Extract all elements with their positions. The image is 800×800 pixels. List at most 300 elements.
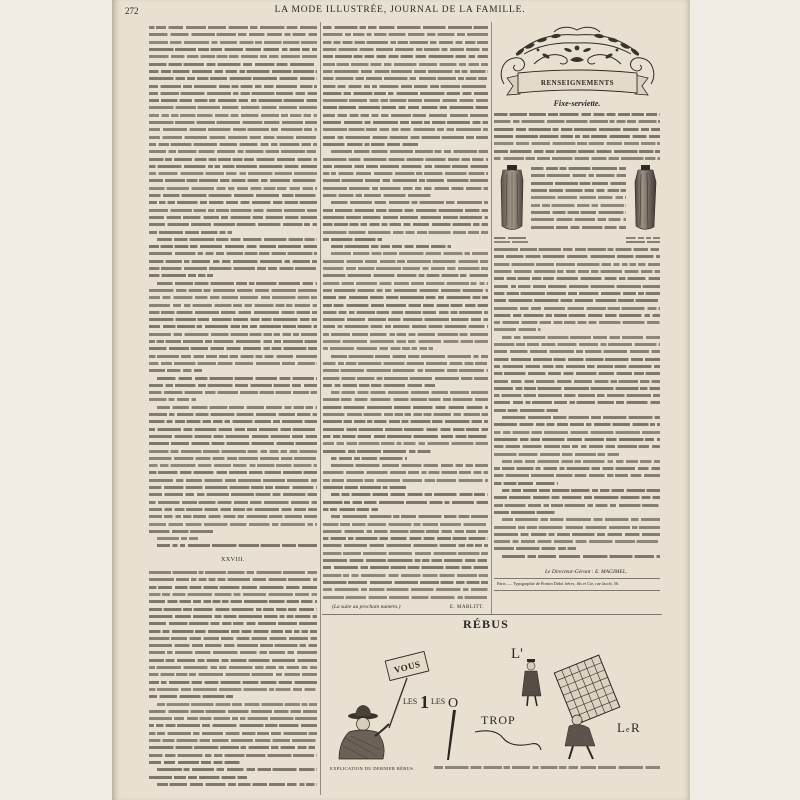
text-line <box>494 277 660 280</box>
text-line <box>494 343 660 346</box>
text-line <box>502 460 660 463</box>
text-line <box>626 237 660 239</box>
text-line <box>149 681 317 684</box>
text-line <box>323 114 488 117</box>
text-line <box>323 530 488 533</box>
head <box>572 715 582 725</box>
text-line <box>331 355 488 358</box>
author-signature: E. MARLITT. <box>449 604 484 610</box>
text-line <box>494 241 528 243</box>
text-line <box>494 540 660 543</box>
text-line <box>157 238 317 241</box>
rebus-title: RÉBUS <box>462 617 509 631</box>
text-line <box>323 26 488 29</box>
body-text-right-intro <box>494 111 660 163</box>
leaf <box>551 33 561 38</box>
text-line <box>323 267 488 270</box>
text-line <box>494 150 660 153</box>
text-line <box>323 566 488 569</box>
text-line <box>494 467 660 470</box>
text-line <box>494 255 660 258</box>
rebus-illustration <box>325 632 662 762</box>
text-line <box>323 63 488 66</box>
coat <box>522 671 541 696</box>
text-line <box>323 508 378 511</box>
text-line <box>626 241 660 243</box>
text-line <box>149 586 317 589</box>
text-line <box>494 511 555 514</box>
text-line <box>149 666 317 669</box>
text-line <box>331 457 407 460</box>
renseignements-banner <box>494 24 661 96</box>
text-line <box>323 77 488 80</box>
text-line <box>323 289 488 292</box>
text-line <box>149 136 317 139</box>
text-line <box>149 622 317 625</box>
text-line <box>323 260 488 263</box>
text-line <box>323 304 488 307</box>
standing-figure <box>522 659 541 706</box>
text-line <box>502 336 660 339</box>
ornament-bird <box>570 57 584 62</box>
text-line <box>149 41 317 44</box>
text-line <box>149 651 317 654</box>
text-line <box>323 420 488 423</box>
text-line <box>323 296 488 299</box>
text-line <box>494 394 660 397</box>
text-line <box>149 398 196 401</box>
text-line <box>149 673 317 676</box>
text-line <box>434 766 660 769</box>
text-line <box>149 710 317 713</box>
text-line <box>149 179 317 182</box>
text-line <box>149 252 317 255</box>
text-line <box>157 377 317 380</box>
text-line <box>149 77 317 80</box>
text-line <box>494 285 660 288</box>
text-line <box>494 120 660 123</box>
text-line <box>494 135 660 138</box>
text-line <box>149 435 317 438</box>
hat-crown <box>355 705 371 716</box>
text-line <box>494 358 660 361</box>
text-line <box>157 783 317 786</box>
text-line <box>149 172 317 175</box>
legs <box>527 696 537 706</box>
text-line <box>323 85 488 88</box>
text-line <box>502 489 660 492</box>
text-line <box>323 70 488 73</box>
leaf <box>583 47 592 53</box>
text-line <box>149 158 317 161</box>
text-line <box>323 559 488 562</box>
rebus-spike <box>447 710 456 760</box>
text-line <box>149 442 317 445</box>
berry <box>575 46 580 51</box>
text-line <box>494 328 541 331</box>
rebus-explanation-text <box>434 764 660 772</box>
text-line <box>149 523 317 526</box>
text-line <box>531 196 626 199</box>
text-line <box>531 218 626 221</box>
text-line <box>149 245 317 248</box>
text-line <box>149 26 317 29</box>
text-line <box>331 464 488 467</box>
page-number: 272 <box>125 6 139 16</box>
text-line <box>149 260 317 263</box>
lattice-crate <box>554 655 619 725</box>
text-line <box>149 333 317 336</box>
text-line <box>502 518 660 521</box>
text-line <box>323 106 488 109</box>
text-line <box>149 165 317 168</box>
text-line <box>149 201 317 204</box>
text-line <box>323 347 433 350</box>
text-line <box>331 515 488 518</box>
text-line <box>331 245 451 248</box>
text-line <box>531 211 626 214</box>
leaf <box>605 53 614 60</box>
text-line <box>323 413 488 416</box>
text-line <box>494 365 660 368</box>
text-line <box>494 474 660 477</box>
text-line <box>149 413 317 416</box>
text-line <box>323 377 488 380</box>
text-line <box>323 209 488 212</box>
text-line <box>149 471 317 474</box>
text-line <box>157 406 317 409</box>
text-line <box>323 486 406 489</box>
text-line <box>149 92 317 95</box>
text-line <box>494 248 660 251</box>
text-line <box>323 128 488 131</box>
text-line <box>149 515 317 518</box>
text-line <box>149 48 317 51</box>
text-line <box>149 493 317 496</box>
masthead-title: LA MODE ILLUSTRÉE, JOURNAL DE LA FAMILLE. <box>274 5 526 15</box>
legs <box>569 746 593 759</box>
body-text-right-main <box>494 246 660 567</box>
text-line <box>149 508 317 511</box>
text-line <box>323 231 488 234</box>
rebus-letter-o: O <box>448 696 459 711</box>
text-line <box>149 571 317 574</box>
text-line <box>149 428 317 431</box>
text-line <box>323 238 382 241</box>
text-line <box>494 314 660 317</box>
coat <box>565 724 595 746</box>
text-line <box>323 223 488 226</box>
text-line <box>149 99 317 102</box>
text-line <box>149 209 317 212</box>
text-line <box>323 92 488 95</box>
text-line <box>323 523 488 526</box>
leaf <box>564 47 573 53</box>
text-line <box>157 537 198 540</box>
text-line <box>531 189 626 192</box>
text-line <box>149 128 317 131</box>
text-line <box>149 311 317 314</box>
section-rule <box>494 590 660 591</box>
text-line <box>149 106 317 109</box>
text-line <box>323 428 488 431</box>
text-line <box>149 530 213 533</box>
rebus-l-apostrophe: L' <box>511 646 523 662</box>
text-line <box>149 325 317 328</box>
text-line <box>323 158 488 161</box>
text-line <box>323 596 488 599</box>
text-line <box>149 593 317 596</box>
text-line <box>149 143 317 146</box>
text-line <box>323 325 488 328</box>
continuation-note: (La suite au prochain numéro.) <box>332 604 401 610</box>
text-line <box>149 754 317 757</box>
text-line <box>494 270 660 273</box>
text-line <box>149 578 317 581</box>
text-line <box>323 384 435 387</box>
text-line <box>494 533 660 536</box>
text-line <box>323 165 488 168</box>
text-line <box>494 372 660 375</box>
hat <box>527 659 535 662</box>
napkin-side-illustration <box>629 164 661 234</box>
text-line <box>149 608 317 611</box>
napkin <box>635 170 656 229</box>
napkin-front-illustration <box>496 164 528 234</box>
text-line <box>149 644 317 647</box>
text-line <box>494 128 660 131</box>
text-line <box>502 416 660 419</box>
text-line <box>149 600 317 603</box>
text-line <box>494 157 660 160</box>
text-line <box>323 311 488 314</box>
text-line <box>323 216 488 219</box>
text-line <box>494 431 660 434</box>
text-line <box>323 471 488 474</box>
text-line <box>494 409 558 412</box>
text-line <box>494 237 528 239</box>
text-line <box>149 695 233 698</box>
text-line <box>149 296 317 299</box>
text-line <box>157 544 317 547</box>
body-text-left-lower <box>149 569 317 793</box>
text-line <box>323 406 488 409</box>
text-line <box>323 479 488 482</box>
head <box>357 718 370 731</box>
text-line <box>323 318 488 321</box>
text-line <box>323 179 488 182</box>
text-line <box>531 204 626 207</box>
text-line <box>323 187 488 190</box>
text-line <box>149 501 317 504</box>
printer-imprint: Paris. — Typographie de Firmin Didot frères, fils et Cie, rue Jacob, 56. <box>497 581 620 586</box>
text-line <box>149 70 317 73</box>
text-line <box>494 321 660 324</box>
text-line <box>323 574 488 577</box>
text-line <box>323 55 488 58</box>
rebus-word-les-2: LES <box>431 697 446 706</box>
berry <box>537 49 540 52</box>
text-line <box>494 263 660 266</box>
banner-foliage <box>515 33 640 62</box>
column-rule <box>491 22 492 614</box>
text-line <box>157 703 317 706</box>
leaf <box>542 53 551 60</box>
leaf <box>594 33 604 38</box>
text-line <box>494 482 558 485</box>
text-line <box>494 350 660 353</box>
text-line <box>157 282 317 285</box>
text-line <box>149 231 232 234</box>
text-line <box>149 739 317 742</box>
text-line <box>323 99 488 102</box>
text-line <box>323 340 488 343</box>
text-line <box>323 537 488 540</box>
text-line <box>494 547 576 550</box>
text-line <box>323 369 488 372</box>
text-line <box>323 552 488 555</box>
text-line <box>149 55 317 58</box>
text-line <box>149 746 317 749</box>
text-line <box>149 637 317 640</box>
text-line <box>494 526 660 529</box>
text-line <box>149 659 317 662</box>
text-line <box>331 150 488 153</box>
text-line <box>494 292 660 295</box>
text-line <box>331 201 488 204</box>
text-line <box>149 289 317 292</box>
rebus-digit-one: 1 <box>420 692 429 712</box>
text-line <box>331 252 488 255</box>
chapter-number: XXVIII. <box>221 557 245 563</box>
porter-figure <box>554 655 619 759</box>
text-line <box>494 423 660 426</box>
text-line <box>494 453 620 456</box>
text-line <box>149 85 317 88</box>
text-line <box>149 223 317 226</box>
text-line <box>149 615 317 618</box>
text-line <box>149 33 317 36</box>
text-line <box>323 450 431 453</box>
napkin-clip <box>641 165 650 170</box>
napkin-clip <box>507 165 517 170</box>
rebus-word-les-1: LES <box>403 697 418 706</box>
text-line <box>149 776 247 779</box>
text-line <box>149 457 317 460</box>
text-line <box>149 347 317 350</box>
sign-text: VOUS <box>393 658 422 676</box>
text-line <box>323 282 488 285</box>
text-line <box>149 267 317 270</box>
rebus-word-trop: TROP <box>481 713 516 727</box>
text-line <box>149 216 317 219</box>
text-line <box>149 724 317 727</box>
text-line <box>323 172 488 175</box>
arm <box>375 724 389 736</box>
text-line <box>149 194 317 197</box>
text-line <box>149 150 317 153</box>
rebus-rule <box>322 614 662 615</box>
text-line <box>149 114 317 117</box>
text-line <box>323 442 488 445</box>
text-line <box>494 387 660 390</box>
figure-caption-right <box>626 236 660 245</box>
text-line <box>323 544 488 547</box>
text-line <box>149 464 317 467</box>
text-line <box>502 555 660 558</box>
rebus-explanation-label: EXPLICATION DU DERNIER RÉBUS. <box>330 766 415 771</box>
body-text-left-upper <box>149 24 317 556</box>
vous-sign <box>385 651 429 680</box>
text-line <box>149 450 317 453</box>
text-line <box>149 121 317 124</box>
text-line <box>149 420 317 423</box>
leaf <box>630 47 640 56</box>
text-line <box>149 717 317 720</box>
text-line <box>323 41 488 44</box>
text-line <box>149 362 317 365</box>
text-line <box>323 398 488 401</box>
text-line <box>494 445 660 448</box>
text-line <box>149 369 202 372</box>
section-subheading: Fixe-serviette. <box>553 99 601 108</box>
text-line <box>149 340 317 343</box>
text-line <box>531 174 626 177</box>
text-line <box>531 226 626 229</box>
body-text-right-figure <box>531 165 626 231</box>
text-line <box>149 732 317 735</box>
text-line <box>323 48 488 51</box>
section-rule <box>494 578 660 579</box>
rebus-letter-r: R <box>631 720 640 735</box>
text-line <box>494 113 660 116</box>
text-line <box>323 333 488 336</box>
text-line <box>494 496 660 499</box>
text-line <box>494 142 660 145</box>
text-line <box>323 194 432 197</box>
text-line <box>323 136 488 139</box>
berry <box>616 49 619 52</box>
rebus-letter-e: e <box>626 725 630 734</box>
crouching-figure <box>339 705 389 759</box>
text-line <box>494 299 660 302</box>
rebus-squiggle <box>475 731 541 750</box>
text-line <box>494 307 660 310</box>
column-rule <box>320 22 321 795</box>
text-line <box>331 391 488 394</box>
text-line <box>149 63 317 66</box>
text-line <box>149 355 317 358</box>
text-line <box>494 438 660 441</box>
text-line <box>323 33 488 36</box>
text-line <box>149 274 213 277</box>
text-line <box>149 187 317 190</box>
text-line <box>331 493 488 496</box>
text-line <box>494 380 660 383</box>
text-line <box>323 501 488 504</box>
rebus-letter-l: L <box>617 720 625 735</box>
text-line <box>531 167 626 170</box>
text-line <box>323 588 488 591</box>
text-line <box>149 630 317 633</box>
text-line <box>494 504 660 507</box>
text-line <box>149 761 240 764</box>
text-line <box>149 384 317 387</box>
renseignements-heading: RENSEIGNEMENTS <box>540 79 615 87</box>
text-line <box>323 143 418 146</box>
text-line <box>323 121 488 124</box>
head <box>527 662 535 670</box>
